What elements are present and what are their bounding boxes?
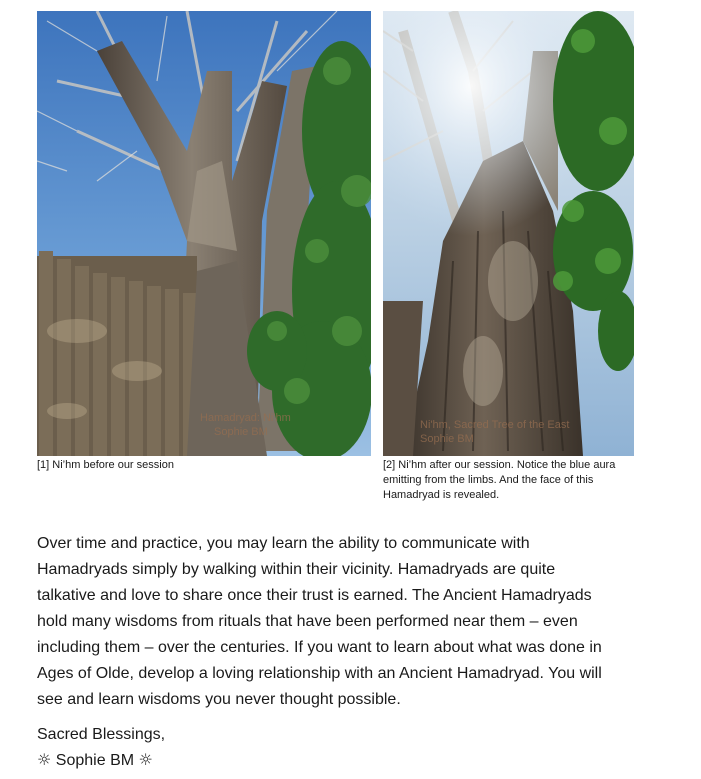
body-paragraph <box>37 531 687 713</box>
paragraph-line: Hamadryads simply by walking within their vicinity. Hamadryads are quite <box>37 561 556 578</box>
tree-photo-before <box>37 11 371 456</box>
photo-watermark-2 <box>420 418 569 446</box>
photo-caption-before <box>37 458 367 473</box>
paragraph-line: talkative and love to share once their trust is earned. The Ancient Hamadryads <box>37 587 592 604</box>
signature-line <box>37 748 153 773</box>
tree-photo-before-image <box>37 11 371 456</box>
paragraph-line: Over time and practice, you may learn the ability to communicate with <box>37 535 530 552</box>
signature-name: Sophie BM <box>55 752 135 769</box>
watermark-line: Ni'hm, Sacred Tree of the East <box>420 419 570 431</box>
paragraph-line: see and learn wisdoms you never thought possible. <box>37 691 401 708</box>
paragraph-line: Ages of Olde, develop a loving relationship with an Ancient Hamadryad. You will <box>37 665 602 682</box>
watermark-line: Sophie BM <box>420 433 474 445</box>
caption-line: [2] Ni’hm after our session. Notice the blue aura <box>383 459 616 471</box>
sun-icon: ☼ <box>138 750 153 769</box>
sun-icon: ☼ <box>37 750 52 769</box>
closing-salutation: Sacred Blessings, <box>37 726 166 743</box>
photo-caption-after <box>383 458 643 503</box>
paragraph-line: including them – over the centuries. If you want to learn about what was done in <box>37 639 602 656</box>
tree-photo-after-image <box>383 11 634 456</box>
tree-photo-after <box>383 11 634 456</box>
paragraph-line: hold many wisdoms from rituals that have been performed near them – even <box>37 613 578 630</box>
caption-line: emitting from the limbs. And the face of this <box>383 474 594 486</box>
caption-line: Hamadryad is revealed. <box>383 489 500 501</box>
photo-watermark-1 <box>200 411 291 439</box>
watermark-line: Sophie BM <box>214 426 268 438</box>
watermark-line: Hamadryad: Ni'hm <box>200 412 291 424</box>
caption-text: [1] Ni’hm before our session <box>37 459 174 471</box>
